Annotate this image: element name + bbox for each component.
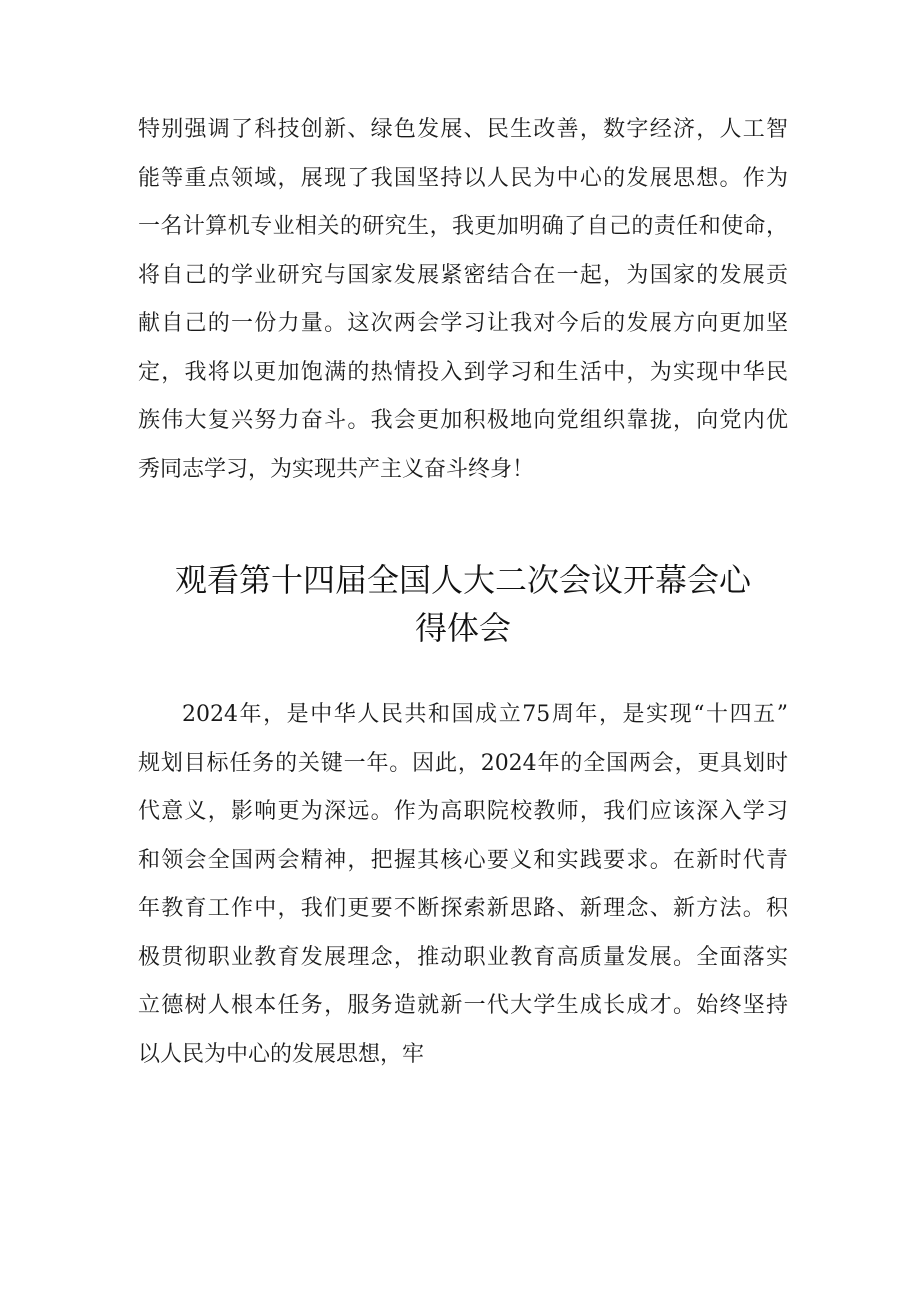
paragraph-line: 和领会全国两会精神，把握其核心要义和实践要求。在新时代青 bbox=[138, 847, 788, 873]
paragraph-line: 极贯彻职业教育发展理念，推动职业教育高质量发展。全面落实 bbox=[138, 944, 788, 970]
paragraph-line: 献自己的一份力量。这次两会学习让我对今后的发展方向更加坚 bbox=[138, 311, 788, 336]
article-title-line: 得体会 bbox=[414, 609, 511, 647]
paragraph-line: 能等重点领域，展现了我国坚持以人民为中心的发展思想。作为 bbox=[138, 165, 788, 191]
paragraph-line: 定，我将以更加饱满的热情投入到学习和生活中，为实现中华民 bbox=[138, 359, 788, 385]
article-title bbox=[138, 556, 788, 652]
paragraph-line: 代意义，影响更为深远。作为高职院校教师，我们应该深入学习 bbox=[138, 799, 788, 824]
paragraph-line: 年教育工作中，我们更要不断探索新思路、新理念、新方法。积 bbox=[138, 896, 788, 921]
paragraph-line: 特别强调了科技创新、绿色发展、民生改善，数字经济，人工智 bbox=[138, 117, 788, 142]
paragraph-line: 族伟大复兴努力奋斗。我会更加积极地向党组织靠拢，向党内优 bbox=[138, 408, 788, 433]
paragraph-line: 以人民为中心的发展思想，牢 bbox=[138, 1041, 425, 1067]
paragraph-continued bbox=[138, 106, 788, 494]
paragraph-line: 将自己的学业研究与国家发展紧密结合在一起，为国家的发展贡 bbox=[138, 262, 788, 288]
paragraph-line: 2024年，是中华人民共和国成立75周年，是实现“十四五” bbox=[182, 702, 788, 727]
paragraph-line: 规划目标任务的关键一年。因此，2024年的全国两会，更具划时 bbox=[138, 750, 788, 776]
paragraph-intro bbox=[138, 691, 788, 1079]
paragraph-line: 秀同志学习，为实现共产主义奋斗终身！ bbox=[138, 456, 535, 482]
paragraph-line: 一名计算机专业相关的研究生，我更加明确了自己的责任和使命， bbox=[138, 214, 788, 239]
paragraph-line: 立德树人根本任务，服务造就新一代大学生成长成才。始终坚持 bbox=[138, 993, 788, 1018]
article-title-line: 观看第十四届全国人大二次会议开幕会心 bbox=[174, 561, 751, 599]
